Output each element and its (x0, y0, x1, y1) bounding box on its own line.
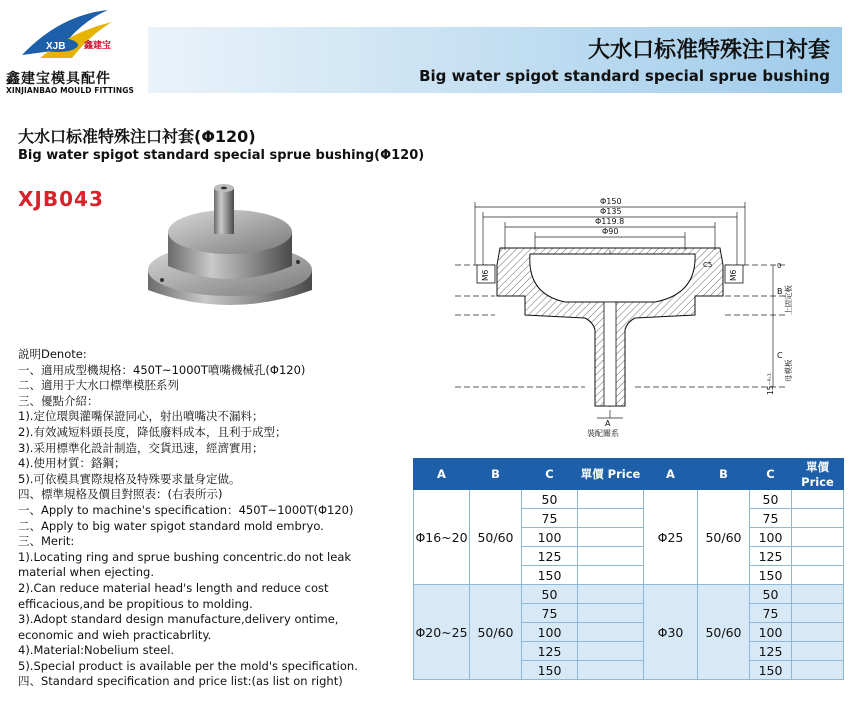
desc-line: 四、標準規格及價目對照表：(右表所示) (18, 487, 223, 502)
desc-line: 一、適用成型機規格：450T~1000T噴嘴機械孔(Φ120) (18, 362, 306, 377)
dim-zero: 0 (777, 262, 782, 270)
desc-line: material when ejecting. (18, 565, 154, 580)
cell-price (578, 490, 644, 509)
header-c: C (750, 459, 792, 490)
chamfer-c5: C5 (703, 261, 713, 269)
cell-b: 50/60 (698, 490, 750, 585)
title-banner (148, 27, 842, 93)
m6-left: M6 (481, 269, 490, 281)
price-table (413, 458, 844, 680)
cavity-plate-label: 母模板 (784, 359, 793, 382)
cell-c: 150 (522, 661, 578, 680)
cell-a: Φ30 (644, 585, 698, 680)
cell-price (578, 604, 644, 623)
desc-line: 2).Can reduce material head's length and reduce cost (18, 580, 329, 595)
cell-c: 125 (750, 642, 792, 661)
cell-c: 150 (522, 566, 578, 585)
dim-b: B (777, 287, 783, 296)
cell-c: 100 (522, 623, 578, 642)
cell-price (578, 585, 644, 604)
desc-line: 説明Denote: (18, 347, 87, 361)
desc-line: 四、Standard specification and price list:(as list on right) (18, 674, 343, 689)
cell-c: 75 (522, 509, 578, 528)
cell-price (792, 490, 844, 509)
technical-drawing (455, 190, 850, 445)
cell-c: 100 (522, 528, 578, 547)
cell-c: 50 (522, 490, 578, 509)
product-title-cn: 大水口标准特殊注口衬套(Φ120) (18, 127, 256, 146)
header-a: A (644, 459, 698, 490)
cell-price (792, 585, 844, 604)
brand-name-cn: 鑫建宝模具配件 (6, 71, 111, 87)
cell-price (792, 604, 844, 623)
cell-a: Φ16~20 (414, 490, 470, 585)
assembly-label: 裝配關系 (587, 429, 619, 438)
product-photo (140, 170, 320, 340)
cell-c: 100 (750, 528, 792, 547)
cell-c: 50 (750, 490, 792, 509)
cell-price (578, 642, 644, 661)
dim-135: Φ135 (600, 207, 622, 216)
cell-price (578, 661, 644, 680)
cell-c: 150 (750, 661, 792, 680)
cell-c: 50 (750, 585, 792, 604)
header-b: B (698, 459, 750, 490)
table-row (414, 490, 844, 509)
cell-c: 75 (750, 509, 792, 528)
cell-c: 100 (750, 623, 792, 642)
cell-price (578, 566, 644, 585)
cell-a: Φ25 (644, 490, 698, 585)
cell-price (792, 661, 844, 680)
desc-line: 二、Apply to big water spigot standard mold embryo. (18, 518, 324, 533)
brand-name-en: XINJIANBAO MOULD FITTINGS (6, 86, 135, 95)
desc-line: economic and wieh practicabrlity. (18, 627, 212, 642)
banner-title-cn: 大水口标准特殊注口衬套 (587, 38, 830, 63)
cell-price (792, 528, 844, 547)
desc-line: 三、優點介紹： (18, 393, 99, 408)
cell-price (792, 642, 844, 661)
cell-a: Φ20~25 (414, 585, 470, 680)
cell-b: 50/60 (470, 585, 522, 680)
header-a: A (414, 459, 470, 490)
cell-c: 75 (750, 604, 792, 623)
cell-price (578, 547, 644, 566)
header-b: B (470, 459, 522, 490)
cell-c: 125 (522, 547, 578, 566)
table-header-row (414, 459, 844, 490)
tolerance-15: 15⁻⁰·¹ (766, 373, 775, 395)
table-row (414, 585, 844, 604)
model-number: XJB043 (18, 187, 104, 211)
cell-price (578, 528, 644, 547)
desc-line: 1).Locating ring and sprue bushing concentric.do not leak (18, 549, 352, 564)
desc-line: 三、Merit: (18, 534, 75, 549)
product-title-en: Big water spigot standard special sprue bushing(Φ120) (18, 148, 425, 163)
logo-mark-text: XJB (46, 41, 66, 52)
desc-line: 3).采用標準化設計制造，交貨迅速，經濟實用； (18, 440, 264, 455)
desc-line: 5).Special product is available per the mold's specification. (18, 658, 358, 673)
cell-b: 50/60 (470, 490, 522, 585)
dim-c: C (777, 351, 783, 360)
desc-line: 4).Material:Nobelium steel. (18, 643, 175, 658)
xjb-logo-icon (0, 0, 150, 70)
brand-logo (0, 0, 150, 100)
cell-price (792, 623, 844, 642)
desc-line: efficacious,and be propitious to molding. (18, 596, 253, 611)
dim-90: Φ90 (602, 227, 619, 236)
desc-line: 1).定位環與灌嘴保證同心，射出噴嘴决不漏料； (18, 409, 264, 424)
header-c: C (522, 459, 578, 490)
desc-line: 一、Apply to machine's specification：450T~1000T(Φ120) (18, 502, 354, 517)
cell-price (792, 509, 844, 528)
m6-right: M6 (729, 269, 738, 281)
cell-c: 125 (750, 547, 792, 566)
top-plate-label: 上固定板 (784, 285, 793, 315)
cell-b: 50/60 (698, 585, 750, 680)
header-price: 單價 Price (578, 459, 644, 490)
dim-119-8: Φ119.8 (595, 217, 625, 226)
cell-price (792, 566, 844, 585)
desc-line: 4).使用材質：鉻鋼； (18, 456, 126, 471)
dim-150: Φ150 (600, 197, 622, 206)
logo-mark-cn: 鑫建宝 (84, 41, 112, 51)
header-price: 單價 Price (792, 459, 844, 490)
cell-c: 125 (522, 642, 578, 661)
cell-c: 150 (750, 566, 792, 585)
desc-line: 二、適用于大水口標準模胚系列 (18, 378, 179, 393)
description-block (18, 347, 358, 690)
cell-price (578, 509, 644, 528)
desc-line: 3).Adopt standard design manufacture,delivery ontime, (18, 612, 339, 627)
dim-a: A (605, 419, 611, 428)
cell-c: 75 (522, 604, 578, 623)
cell-price (792, 547, 844, 566)
cell-c: 50 (522, 585, 578, 604)
banner-title-en: Big water spigot standard special sprue bushing (419, 67, 830, 85)
desc-line: 2).有效减短料頭長度，降低廢料成本，且利于成型； (18, 424, 287, 439)
desc-line: 5).可依模具實際規格及特殊要求量身定做。 (18, 471, 241, 486)
cell-price (578, 623, 644, 642)
